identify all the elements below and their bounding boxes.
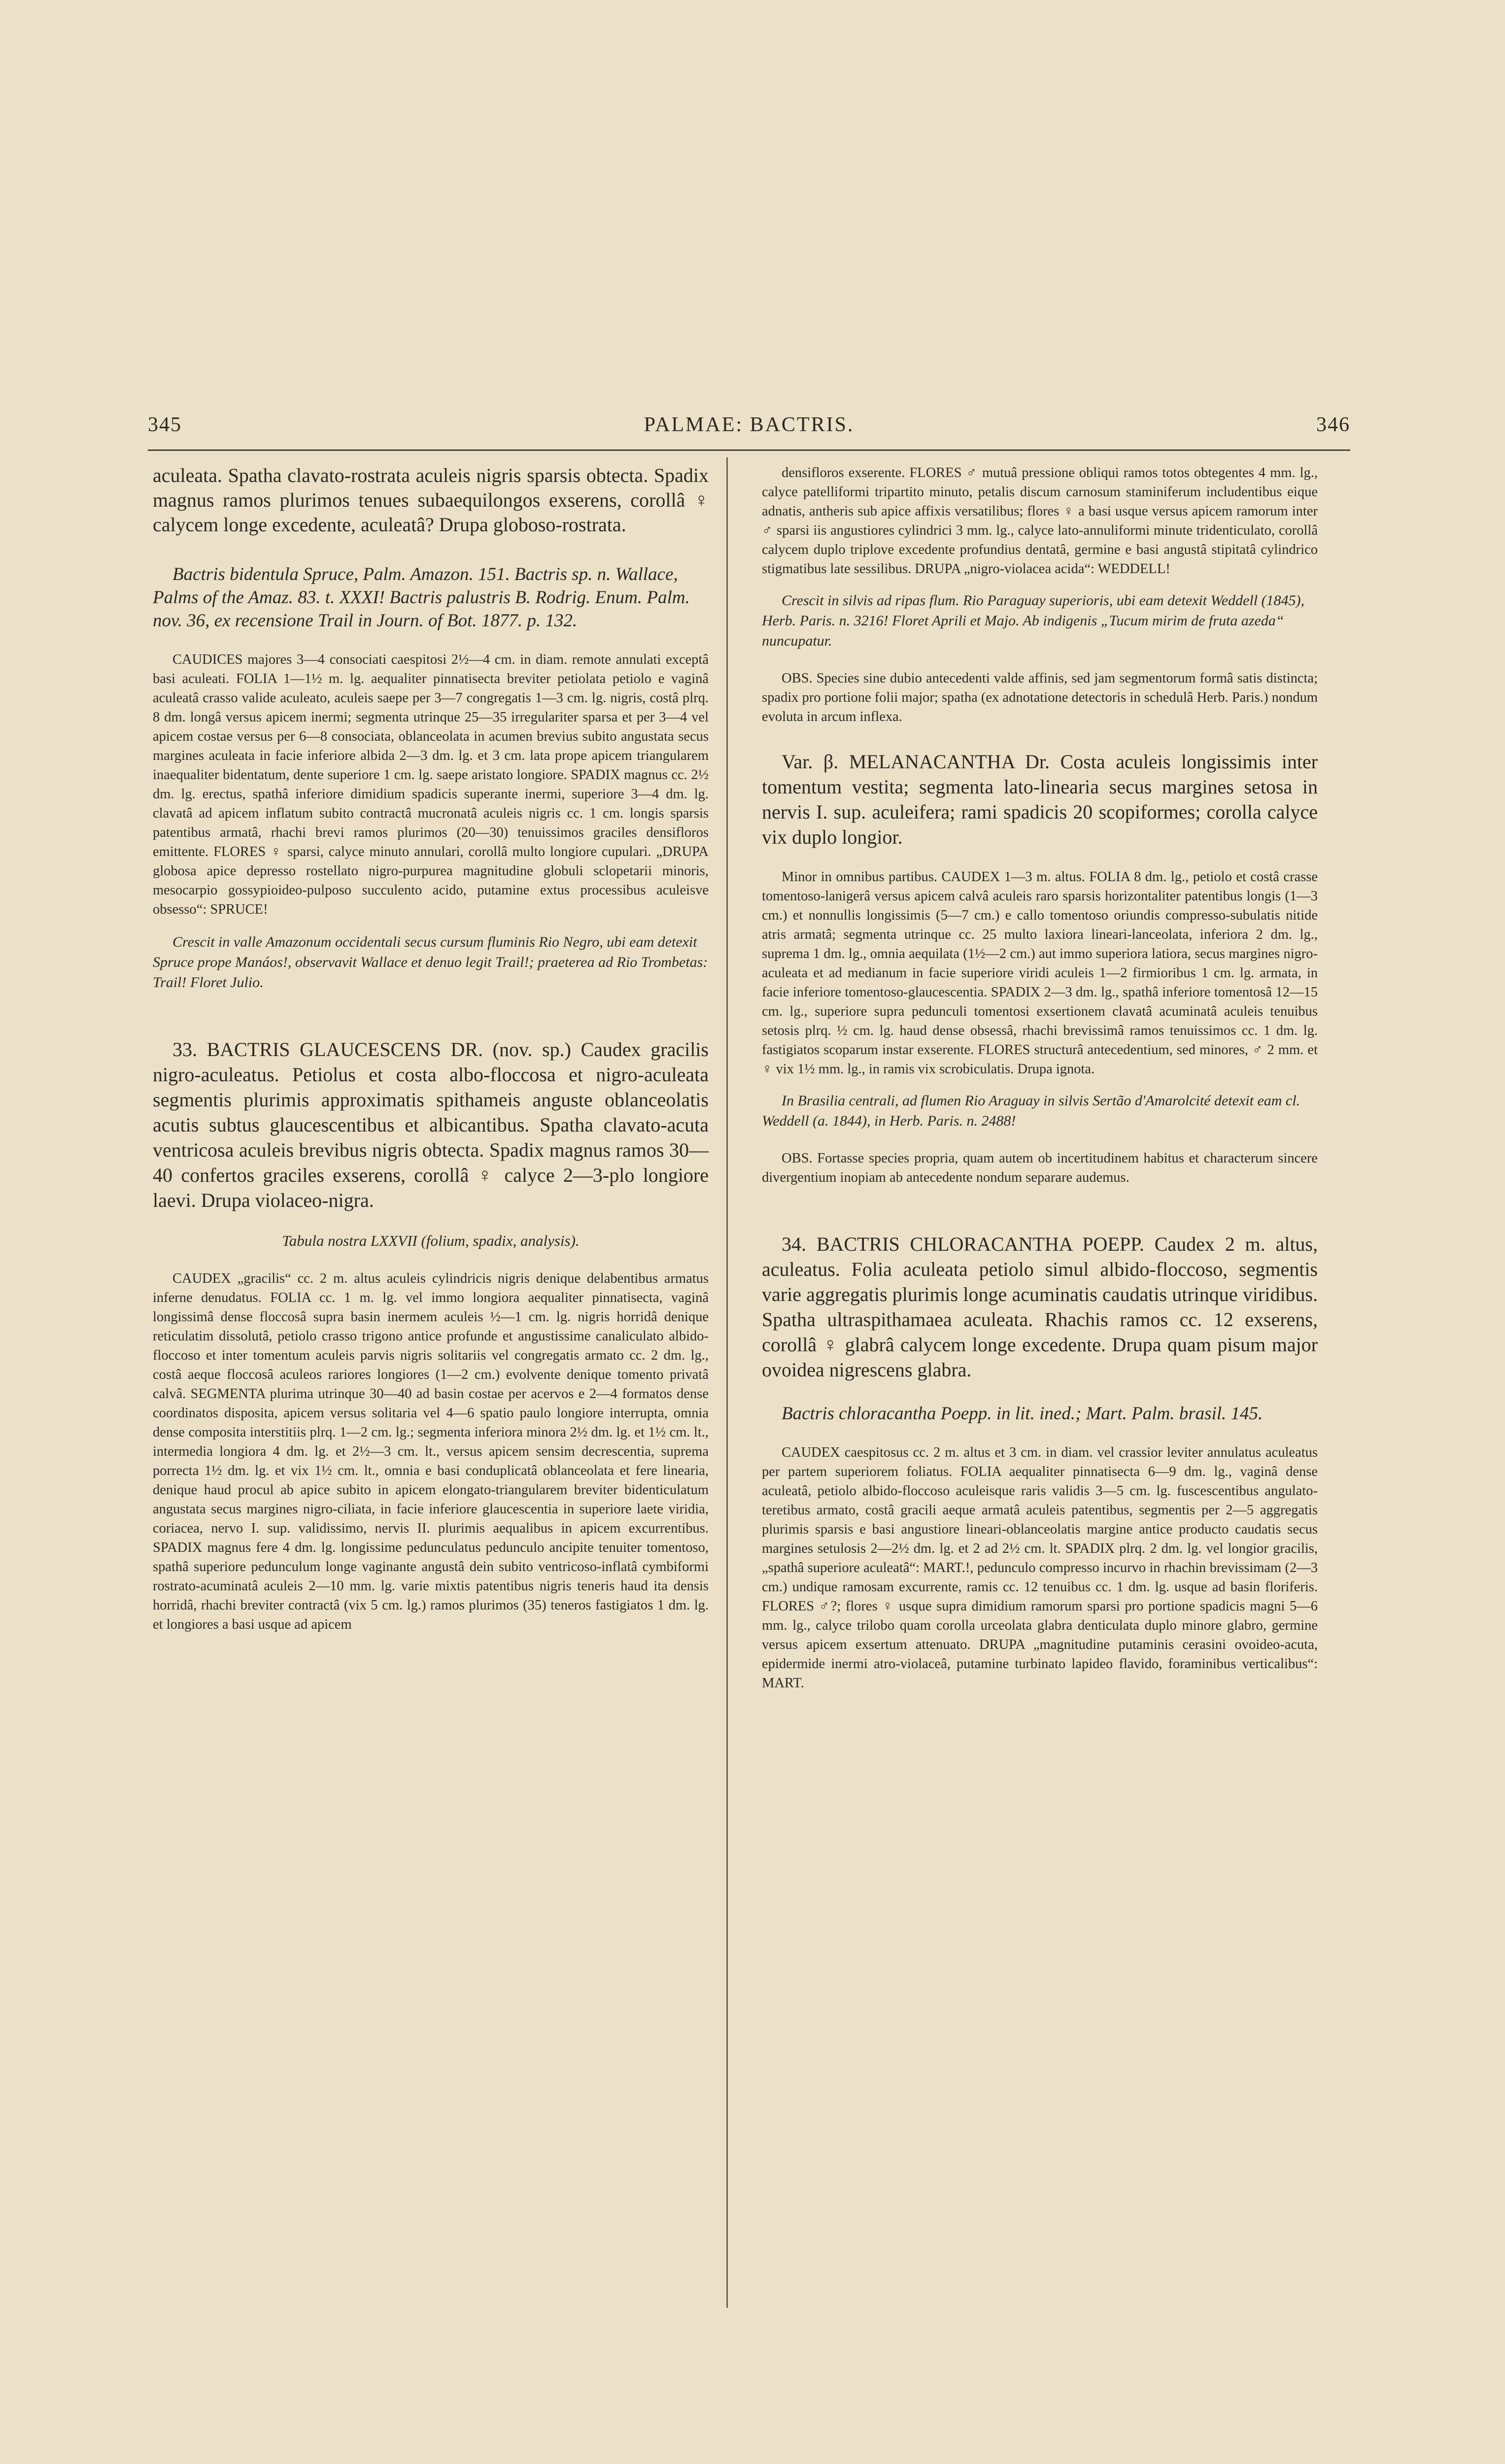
plate-reference: Tabula nostra LXXVII (folium, spadix, analysis). <box>282 1232 580 1249</box>
page-number-right: 346 <box>1316 413 1350 436</box>
observation-glaucescens: OBS. Species sine dubio antecedenti valde affinis, sed jam segmentorum formâ satis distincta; spadix pro portione folii major; spatha (ex adnotatione detectoris in schedulâ Herb. Paris.) nondum evoluta in arcum inflexa. <box>762 671 1318 724</box>
running-title: PALMAE: BACTRIS. <box>644 413 855 436</box>
observation-melanacantha: OBS. Fortasse species propria, quam autem ob incertitudinem habitus et characterum sincere divergentium inopiam ab antecedente nondum separare audemus. <box>762 1151 1318 1185</box>
species-heading-glaucescens: 33. BACTRIS GLAUCESCENS DR. (nov. sp.) Caudex gracilis nigro-aculeatus. Petiolus et costa albo-floccosa et nigro-aculeata segmentis plurimis approximatis spithameis anguste oblanceolatis acutis subtus glaucescentibus et albicantibus. Spatha clavato-acuta ventricosa aculeis brevibus nigris obtecta. Spadix magnus ramos 30—40 confertos graciles exserens, corollâ ♀ calyce 2—3-plo longiore laevi. Drupa violaceo-nigra. <box>153 1038 709 1211</box>
column-divider <box>726 457 728 2308</box>
description-glaucescens-continued: densifloros exserente. FLORES ♂ mutuâ pressione obliqui ramos totos obtegentes 4 mm. lg., calyce patelliformi tripartito minuto, petalis discum carnosum staminiferum includentibus eique adnatis, antheris sub apice affixis versatilibus; flores ♀ a basi usque versus apicem ramorum inter ♂ sparsi iis angustiores cylindrici 3 mm. lg., calyce lato-annuliformi minute tridenticulato, corollâ calycem duplo triplove excedente profundius dentatâ, germine e basi angustâ stipitatâ cylindrico stigmatibus late sessilibus. DRUPA „nigro-violacea acida“: WEDDELL! <box>762 465 1318 577</box>
habitat-glaucescens: Crescit in silvis ad ripas flum. Rio Paraguay superioris, ubi eam detexit Weddell (1845), Herb. Paris. n. 3216! Floret Aprili et Majo. Ab indigenis „Tucum mirim de fruta azeda“ nuncupatur. <box>762 592 1305 649</box>
synonymy-bidentula: Bactris bidentula Spruce, Palm. Amazon. 151. Bactris sp. n. Wallace, Palms of the Amaz. 83. t. XXXI! Bactris palustris B. Rodrig. Enum. Palm. nov. 36, ex recensione Trail in Journ. of Bot. 1877. p. 132. <box>153 564 690 631</box>
synonymy-chloracantha: Bactris chloracantha Poepp. in lit. ined.; Mart. Palm. brasil. 145. <box>782 1403 1263 1424</box>
species-heading-chloracantha: 34. BACTRIS CHLORACANTHA POEPP. Caudex 2 m. altus, aculeatus. Folia aculeata petiolo simul albido-floccoso, segmentis varie aggregatis plurimis longe acuminatis caudatis utrinque viridibus. Spatha ultraspithamaea aculeata. Rhachis ramos cc. 12 exserens, corollâ ♀ glabrâ calycem longe excedente. Drupa quam pisum major ovoidea nigrescens glabra. <box>762 1233 1318 1381</box>
header-rule <box>148 449 1350 451</box>
left-column <box>153 463 709 1634</box>
variety-heading-melanacantha: Var. β. MELANACANTHA Dr. Costa aculeis longissimis inter tomentum vestita; segmenta lato-linearia secus margines setosa in nervis I. sup. aculeifera; rami spadicis 20 scopiformes; corolla calyce vix duplo longior. <box>762 751 1318 848</box>
page-number-left: 345 <box>148 413 182 436</box>
right-column <box>762 463 1318 1693</box>
diagnosis-continued: aculeata. Spatha clavato-rostrata aculeis nigris sparsis obtecta. Spadix magnus ramos plurimos tenues subaequilongos exserens, corollâ ♀ calycem longe excedente, aculeatâ? Drupa globoso-rostrata. <box>153 464 709 536</box>
habitat-melanacantha: In Brasilia centrali, ad flumen Rio Araguay in silvis Sertão d'Amarolcité detexit eam cl. Weddell (a. 1844), in Herb. Paris. n. 2488! <box>762 1093 1300 1129</box>
description-chloracantha: CAUDEX caespitosus cc. 2 m. altus et 3 cm. in diam. vel crassior leviter annulatus aculeatus per partem superiorem foliatus. FOLIA aequaliter pinnatisecta 6—9 dm. lg., vaginâ dense aculeatâ, petiolo albido-floccoso aculeisque raris validis 3—5 cm. lg. fuscescentibus angulato-teretibus armato, costâ gracili aeque armatâ aculeis patentibus, segmentis per 2—5 aggregatis plurimis sparsis e basi angustiore lineari-oblanceolatis margine antice producto caudatis secus margines setulosis 2—2½ dm. lg. et 2 ad 2½ cm. lt. SPADIX plrq. 2 dm. lg. vel longior gracilis, „spathâ superiore aculeatâ“: MART.!, pedunculo compresso incurvo in rhachin brevissimam (2—3 cm.) undique ramosam excurrente, ramis cc. 12 tenuibus cc. 1 dm. lg. usque ad basin floriferis. FLORES ♂?; flores ♀ usque supra dimidium ramorum sparsi pro portione spadicis magni 5—6 mm. lg., calyce trilobo quam corolla urceolata glabra denticulata duplo minore glabro, germine versus apicem exsertum attenuato. DRUPA „magnitudine putaminis cerasini ovoideo-acuta, epidermide inermi atro-violaceâ, putamine turbinato lapideo flavido, foraminibus verticalibus“: MART. <box>762 1445 1318 1691</box>
description-melanacantha: Minor in omnibus partibus. CAUDEX 1—3 m. altus. FOLIA 8 dm. lg., petiolo et costâ crasse tomentoso-lanigerâ versus apicem calvâ aculeis raro sparsis horizontaliter patentibus longis (1—3 cm.) et nonnullis longissimis (5—7 cm.) e callo tomentoso oriundis compresso-subulatis nitide atris armatâ; segmenta utrinque cc. 25 multo laxiora lineari-lanceolata, inferiora 2 dm. lg., suprema 1 dm. lg., omnia aequilata (1½—2 cm.) aut immo superiora latiora, secus margines nigro-aculeata et ad medianum in facie superiore viridi aculeis 1—2 firmioribus 1 cm. lg. armata, in facie inferiore tomentoso-glaucescentia. SPADIX 2—3 dm. lg., spathâ inferiore tomentosâ 12—15 cm. lg., superiore supra pedunculi tomentosi exsertionem clavatâ acuminatâ aculeis tenuibus setosis plrq. ½ cm. lg. haud dense obsessâ, rhachi brevissimâ ramos tenuissimos cc. 1 dm. lg. fastigiatos scoparum instar exserente. FLORES structurâ antecedentium, sed minores, ♂ 2 mm. et ♀ vix 1½ mm. lg., in ramis vix scrobiculatis. Drupa ignota. <box>762 869 1318 1077</box>
running-head <box>148 413 1350 443</box>
description-bidentula: CAUDICES majores 3—4 consociati caespitosi 2½—4 cm. in diam. remote annulati exceptâ basi aculeati. FOLIA 1—1½ m. lg. aequaliter pinnatisecta breviter petiolata petiolo e vaginâ aculeatâ crasso valide aculeato, aculeis saepe per 3—7 congregatis 1—3 cm. lg. nigris, costâ plrq. 8 dm. longâ versus apicem inermi; segmenta utrinque 25—35 irregulariter sparsa et per 3—4 vel apicem costae versus per 6—8 consociata, oblanceolata in acumen brevius subito angustata secus margines aculeata in facie inferiore albida 2—3 dm. lg. et 3 cm. lata prope apicem triangularem inaequaliter bidentatum, dente superiore 1 cm. lg. saepe aristato longiore. SPADIX magnus cc. 2½ dm. lg. erectus, spathâ inferiore dimidium spadicis superante inermi, superiore 3—4 dm. lg. clavatâ ad apicem inflatum subito contractâ mucronatâ aculeis nigris cc. 1 cm. longis sparsis patentibus armatâ, rhachi brevi ramos plurimos (20—30) tenuissimos graciles densifloros emittente. FLORES ♀ sparsi, calyce minuto annulari, corollâ multo longiore cupulari. „DRUPA globosa apice depresso rostellato nigro-purpurea magnitudine globuli sclopetarii minoris, mesocarpio gossypioideo-pulposo succulento acido, putamine extus processibus aculeisve obsesso“: SPRUCE! <box>153 652 709 917</box>
habitat-bidentula: Crescit in valle Amazonum occidentali secus cursum fluminis Rio Negro, ubi eam detexit Spruce prope Manáos!, observavit Wallace et denuo legit Trail!; praeterea ad Rio Trombetas: Trail! Floret Julio. <box>153 934 708 991</box>
description-glaucescens: CAUDEX „gracilis“ cc. 2 m. altus aculeis cylindricis nigris denique delabentibus armatus inferne denudatus. FOLIA cc. 1 m. lg. vel immo longiora aequaliter pinnatisecta, vaginâ longissimâ dense floccosâ supra basin inermem aculeis ½—1 cm. lg. nigris horridâ denique reticulatim dissolutâ, petiolo crasso trigono antice profunde et angustissime canaliculato albido-floccoso et inter tomentum aculeis parvis nigris solitariis vel congregatis armato cc. 2 dm. lg., costâ aeque floccosâ aculeos rariores longiores (1—2 cm.) evolvente denique tomento privatâ calvâ. SEGMENTA plurima utrinque 30—40 ad basin costae per acervos e 2—4 formatos dense coordinatos disposita, apicem versus solitaria vel 4—6 spatio paulo longiore interrupta, omnia dense composita interstitiis plrq. 1—2 cm. lg.; segmenta inferiora minora 2½ dm. lg. et 1½ cm. lt., intermedia longiora 4 dm. lg. et 2½—3 cm. lt., versus apicem sensim decrescentia, suprema porrecta 1½ dm. lg. et vix 1½ cm. lt., omnia e basi conduplicatâ oblanceolata et fere linearia, denique haud procul ab apice subito in apicem elongato-triangularem breviter bidenticulatum angustata secus margines nigro-ciliata, in facie inferiore glaucescentia in superiore laete viridia, coriacea, nervo I. sup. validissimo, nervis II. plurimis aequalibus in apicem excurrentibus. SPADIX magnus fere 4 dm. lg. longissime pedunculatus pedunculo ancipite tenuiter tomentoso, spathâ superiore pedunculum longe vaginante angustâ dein subito ventricoso-inflatâ cymbiformi rostrato-acuminatâ aculeis 2—10 mm. lg. varie mixtis patentibus nigris teneris haud ita densis horridâ, rhachi breviter contractâ (vix 5 cm. lg.) ramos plurimos (35) teneros fastigiatos 1 dm. lg. et longiores a basi usque ad apicem <box>153 1271 709 1632</box>
